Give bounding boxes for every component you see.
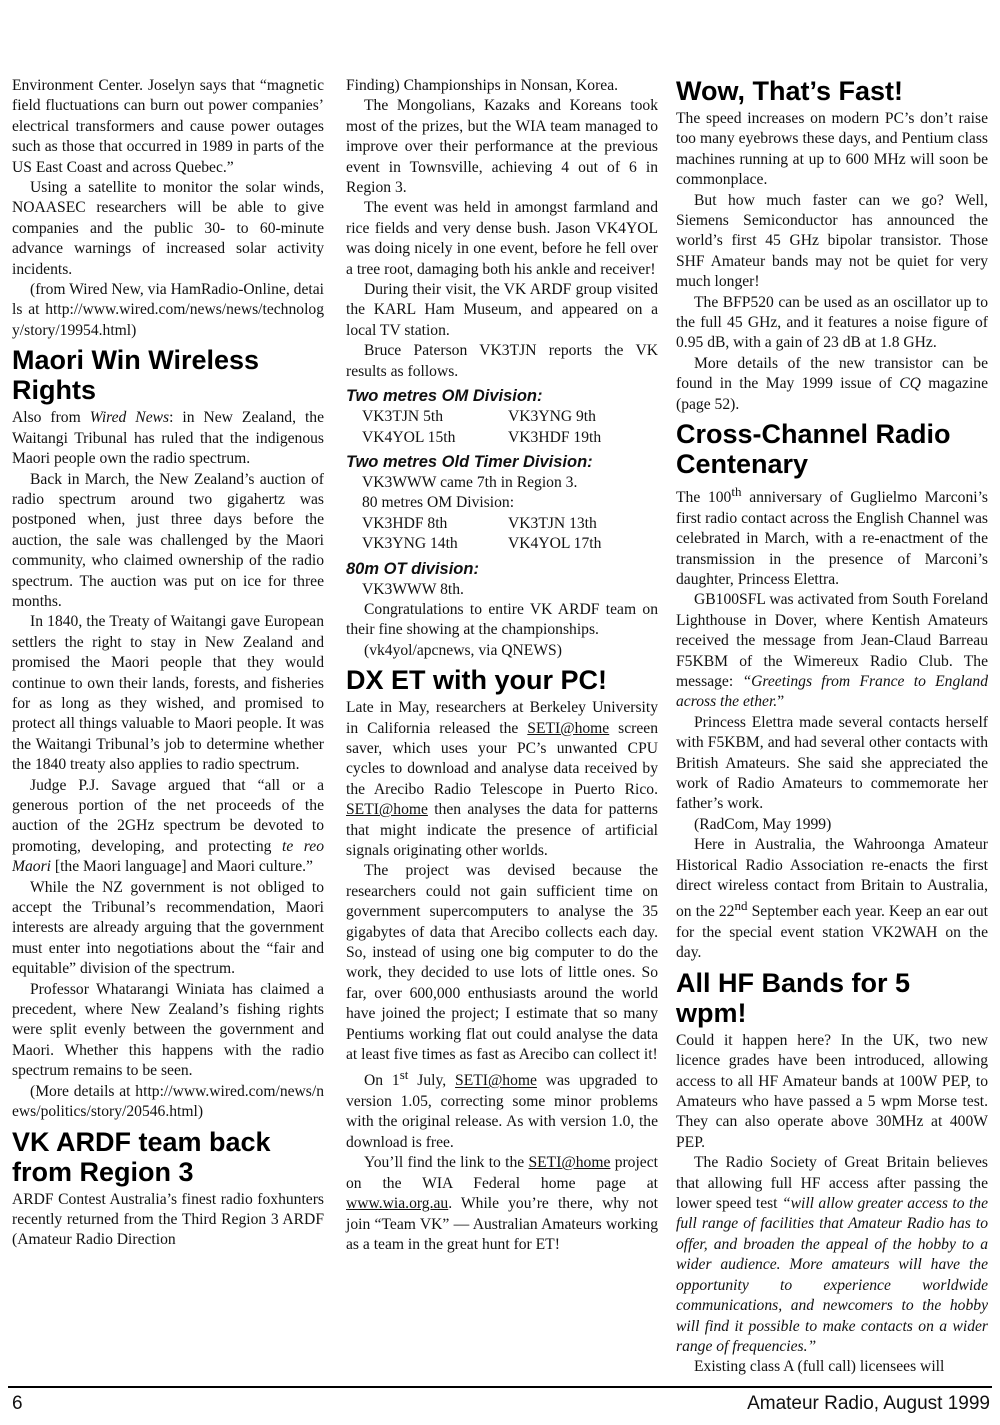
paragraph: Late in May, researchers at Berkeley University in California released the SETI@home screen saver, which uses your PC’s unwanted CPU cycles to download and analyse data received by the Arecibo Radio Telescope in Puerto Rico. SETI@home then analyses the data for patterns that might indicate the presence of artificial signals originating other worlds.	[346, 699, 658, 859]
paragraph: During their visit, the VK ARDF group visited the KARL Ham Museum, and appeared on a local TV station.	[346, 281, 658, 339]
paragraph: Bruce Paterson VK3TJN reports the VK results as follows.	[346, 342, 658, 380]
result-entry: VK3YNG 9th	[508, 408, 596, 426]
wia-link: www.wia.org.au	[346, 1195, 449, 1213]
results-roster	[346, 514, 658, 555]
result-line: VK3WWW 8th.	[362, 580, 464, 598]
paragraph: While the NZ government is not obliged to accept the Tribunal’s recommendation, Maori interests are already arguing that the government must enter into negotiations about the “fair and equitable” division of the spectrum.	[12, 878, 324, 978]
seti-link: SETI@home	[346, 801, 428, 819]
paragraph: The event was held in amongst farmland and rice fields and very dense bush. Jason VK4YOL was doing nicely in one event, before he fell over a tree root, damaging both his ankle and receiver!	[346, 199, 658, 278]
page-footer	[8, 1386, 992, 1420]
result-entry: VK3HDF 19th	[508, 428, 602, 446]
paragraph: You’ll find the link to the SETI@home project on the WIA Federal home page at www.wia.org.au. While you’re there, why not join “Team VK” — Australian Amateurs working as a team in the great hunt for ET!	[346, 1154, 658, 1253]
paragraph: The 100th anniversary of Guglielmo Marconi’s first radio contact across the English Channel was celebrated in March, with a re-enactment of the transmission in the presence of Marconi’s daughter, Princess Elettra.	[676, 484, 988, 588]
result-entry: VK3TJN 5th	[362, 408, 443, 426]
results-roster	[346, 407, 658, 448]
paragraph: Here in Australia, the Wahroonga Amateur Historical Radio Association re-enacts the first direct wireless contact from Britain to Australia, on the 22nd September each year. Keep an ear out for the special event station VK2WAH on the day.	[676, 836, 988, 962]
results-subheading: 80m OT division:	[346, 559, 479, 578]
paragraph: Back in March, the New Zealand’s auction of radio spectrum around two gigahertz was postponed when, just three days before the auction, the sale was challenged by the Maori community, who claimed ownership of the radio spectrum. The auction was put on ice for three months.	[12, 470, 324, 610]
seti-link: SETI@home	[527, 719, 610, 737]
page-number: 6	[12, 1393, 23, 1414]
magazine-issue: Amateur Radio, August 1999	[747, 1393, 990, 1414]
result-entry: VK4YOL 17th	[508, 535, 602, 553]
paragraph: The Radio Society of Great Britain believes that allowing full HF access after passing the lower speed test “will allow greater access to the full range of facilities that Amateur Radio has to offer, and broaden the appeal of the hobby to a wider audience. More amateurs will have the opportunity to experience worldwide communications, and newcomers to the hobby will find it possible to make contacts on a wider range of frequencies.”	[676, 1154, 988, 1355]
result-line: VK3WWW came 7th in Region 3.	[362, 473, 578, 491]
paragraph: GB100SFL was activated from South Foreland Lighthouse in Dover, where Kentish Amateurs received the message from Jean-Claud Barreau F5KBM of the Wimereux Radio Club. The message: “Greetings from France to England across the ether.”	[676, 591, 988, 711]
paragraph: The project was devised because the researchers could not gain sufficient time on government supercomputers to analyse the 35 gigabytes of data that Arecibo collects each day. So, instead of using one big computer to do the work, they decided to use lots of little ones. So far, over 600,000 enthusiasts around the world have joined the project; I estimate that so many Pentiums working flat out could analyse the data at least five times as fast as Arecibo can collect it!	[346, 862, 658, 1064]
result-line: 80 metres OM Division:	[362, 494, 515, 512]
paragraph: The speed increases on modern PC’s don’t raise too many eyebrows these days, and Pentium class machines running at up to 600 MHz will soon be commonplace.	[676, 110, 988, 189]
paragraph: Also from Wired News: in New Zealand, the Waitangi Tribunal has ruled that the indigenous Maori people own the radio spectrum.	[12, 409, 324, 468]
paragraph: ARDF Contest Australia’s finest radio foxhunters recently returned from the Third Region 3 ARDF (Amateur Radio Direction	[12, 1190, 324, 1249]
column-1	[12, 76, 324, 1251]
paragraph: Professor Whatarangi Winiata has claimed a precedent, where New Zealand’s fishing rights were split evenly between the government and Maori. Whether this happens with the radio spectrum remains to be seen.	[12, 980, 324, 1080]
hf-heading: All HF Bands for 5 wpm!	[676, 967, 911, 1028]
source-note: (vk4yol/apcnews, via QNEWS)	[364, 641, 562, 659]
paragraph: The Mongolians, Kazaks and Koreans took most of the prizes, but the WIA team managed to improve over their performance at the previous event in Townsville, achieving 4 out of 6 in Region 3.	[346, 97, 658, 197]
result-entry: VK3YNG 14th	[362, 535, 458, 553]
results-subheading: Two metres Old Timer Division:	[346, 452, 593, 471]
column-3	[676, 76, 988, 1378]
maori-heading: Maori Win Wireless Rights	[12, 345, 260, 406]
source-note: (More details at http://www.wired.com/news/news/politics/story/20546.html)	[12, 1082, 324, 1121]
paragraph: Princess Elettra made several contacts herself with F5KBM, and had several other contacts with British Amateurs. She said she appreciated the work of Radio Amateurs to commemorate her father’s work.	[676, 713, 988, 813]
paragraph: Existing class A (full call) licensees will	[694, 1358, 945, 1376]
source-note: (RadCom, May 1999)	[694, 815, 832, 833]
result-entry: VK3HDF 8th	[362, 514, 448, 532]
paragraph: On 1st July, SETI@home was upgraded to version 1.05, correcting some minor problems with the original release. As with version 1.0, the download is free.	[346, 1067, 658, 1151]
results-subheading: Two metres OM Division:	[346, 387, 543, 406]
paragraph: Judge P.J. Savage argued that “all or a generous portion of the net proceeds of the auction of the 2GHz spectrum be devoted to promoting, developing, and protecting te reo Maori [the Maori language] and Maori culture.”	[12, 776, 324, 876]
seti-link: SETI@home	[455, 1072, 537, 1090]
result-entry: VK3TJN 13th	[508, 514, 597, 532]
result-entry: VK4YOL 15th	[362, 428, 456, 446]
paragraph: In 1840, the Treaty of Waitangi gave European settlers the right to stay in New Zealand and promised the Maori people that they would continue to own their lands, forests, and fisheries for as long as they wished, and promised to protect all things valuable to Maori people. It was the Waitangi Tribunal’s job to determine whether the 1840 treaty also applies to radio spectrum.	[12, 613, 324, 774]
paragraph: Congratulations to entire VK ARDF team on their fine showing at the championships.	[346, 600, 658, 639]
paragraph: The BFP520 can be used as an oscillator up to the full 45 GHz, and it features a noise figure of 0.95 dB, with a gain of 23 dB at 1.8 GHz.	[676, 293, 988, 352]
paragraph: But how much faster can we go? Well, Siemens Semiconductor has announced the world’s first 45 GHz bipolar transistor. Those SHF Amateur bands may not be quiet for very much longer!	[676, 191, 988, 291]
centenary-heading: Cross-Channel Radio Centenary	[676, 419, 951, 480]
seti-link: SETI@home	[528, 1154, 611, 1172]
dx-heading: DX ET with your PC!	[346, 665, 608, 696]
column-2	[346, 76, 658, 1255]
paragraph: Could it happen here? In the UK, two new licence grades have been introduced, allowing access to all HF Amateur bands at 100W PEP, to Amateurs who have passed a 5 wpm Morse test. They can also operate above 30MHz at 400W PEP.	[676, 1031, 988, 1151]
ardf-heading: VK ARDF team back from Region 3	[12, 1126, 271, 1187]
paragraph: Environment Center. Joselyn says that “magnetic field fluctuations can burn out power companies’ electrical transformers and cause power outages such as those that occurred in 1989 in parts of the US East Coast and across Quebec.”	[12, 77, 324, 176]
paragraph: Using a satellite to monitor the solar winds, NOAASEC researchers will be able to give companies and the public 30- to 60-minute advance warnings of increased solar activity incidents.	[12, 179, 324, 278]
wow-heading: Wow, That’s Fast!	[676, 76, 904, 106]
paragraph: More details of the new transistor can be found in the May 1999 issue of CQ magazine (page 52).	[676, 354, 988, 413]
source-note: (from Wired New, via HamRadio-Online, details at http://www.wired.com/news/news/technology/story/19954.html)	[12, 281, 324, 339]
paragraph: Finding) Championships in Nonsan, Korea.	[346, 77, 619, 94]
